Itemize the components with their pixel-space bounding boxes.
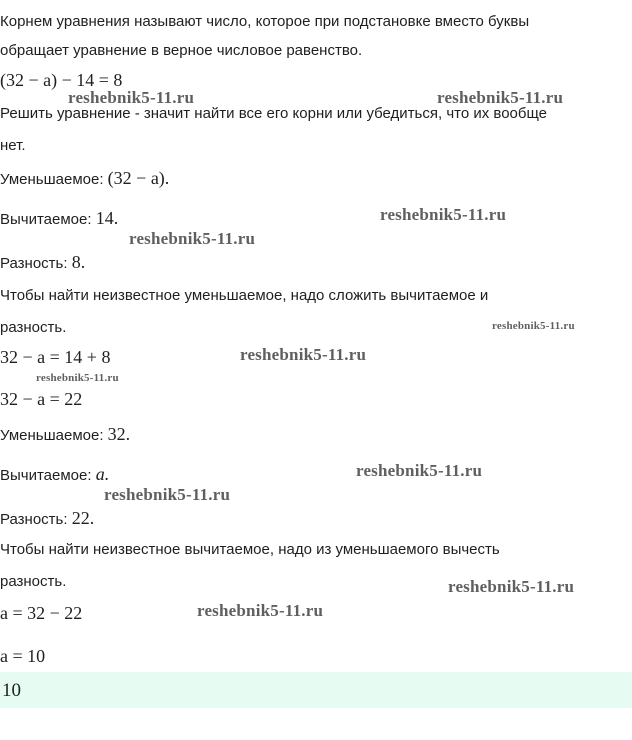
answer-box [0, 672, 632, 708]
intro-line-1: Корнем уравнения называют число, которое при подстановке вместо буквы [0, 13, 530, 30]
watermark: reshebnik5-11.ru [492, 320, 575, 332]
solve-definition-line-1: Решить уравнение - значит найти все его корни или убедиться, что их вообще [0, 105, 547, 122]
step-2-equation: 32 − a = 22 [0, 389, 83, 409]
rule-subtrahend-line-1: Чтобы найти неизвестное вычитаемое, надо из уменьшаемого вычесть [0, 541, 500, 558]
watermark: reshebnik5-11.ru [437, 88, 564, 107]
step-3-equation: a = 32 − 22 [0, 603, 83, 623]
subtrahend-value: 14. [95, 208, 119, 228]
subtrahend-value: a. [95, 464, 110, 484]
difference-row-2 [0, 508, 94, 530]
subtrahend-row-1 [0, 208, 118, 230]
subtrahend-row-2 [0, 464, 109, 486]
watermark: reshebnik5-11.ru [129, 229, 256, 248]
subtrahend-label: Вычитаемое: [0, 467, 92, 484]
solve-definition-line-2: нет. [0, 137, 26, 154]
rule-minuend-line-2: разность. [0, 319, 67, 336]
intro-line-2: обращает уравнение в верное числовое равенство. [0, 42, 363, 59]
watermark: reshebnik5-11.ru [104, 485, 231, 504]
minuend-label: Уменьшаемое: [0, 171, 104, 188]
watermark: reshebnik5-11.ru [448, 577, 575, 596]
difference-value: 22. [71, 508, 95, 528]
step-4-equation: a = 10 [0, 646, 46, 666]
minuend-label: Уменьшаемое: [0, 427, 104, 444]
watermark: reshebnik5-11.ru [240, 345, 367, 364]
step-1-equation: 32 − a = 14 + 8 [0, 347, 111, 367]
minuend-value: (32 − a). [107, 168, 170, 188]
watermark: reshebnik5-11.ru [356, 461, 483, 480]
answer-value: 10 [2, 680, 21, 701]
watermark: reshebnik5-11.ru [197, 601, 324, 620]
difference-label: Разность: [0, 255, 68, 272]
minuend-row-1 [0, 168, 169, 190]
difference-value: 8. [71, 252, 86, 272]
watermark: reshebnik5-11.ru [36, 372, 119, 384]
subtrahend-label: Вычитаемое: [0, 211, 92, 228]
original-equation: (32 − a) − 14 = 8 [0, 70, 123, 90]
rule-minuend-line-1: Чтобы найти неизвестное уменьшаемое, надо сложить вычитаемое и [0, 287, 489, 304]
minuend-row-2 [0, 424, 130, 446]
minuend-value: 32. [107, 424, 131, 444]
watermark: reshebnik5-11.ru [68, 88, 195, 107]
difference-row-1 [0, 252, 85, 274]
watermark: reshebnik5-11.ru [380, 205, 507, 224]
rule-subtrahend-line-2: разность. [0, 573, 67, 590]
difference-label: Разность: [0, 511, 68, 528]
